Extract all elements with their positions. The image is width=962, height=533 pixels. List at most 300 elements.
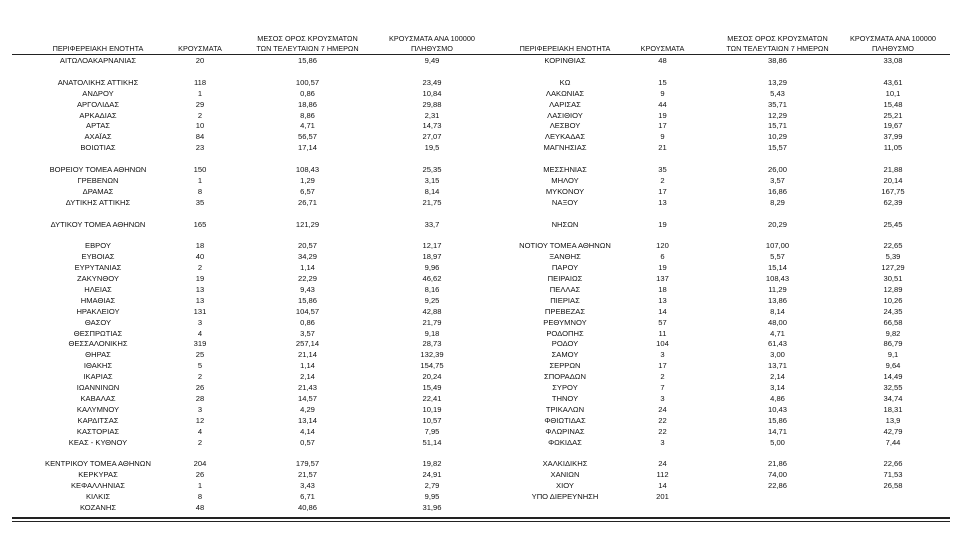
table-cell-left-cases: 8 bbox=[197, 186, 203, 196]
table-cell-right-avg7: 4,71 bbox=[770, 328, 785, 338]
table-cell-right-region: ΝΑΞΟΥ bbox=[551, 197, 579, 207]
table-cell-left-region: ΚΕΡΚΥΡΑΣ bbox=[78, 470, 118, 480]
table-cell-left-region: ΒΟΡΕΙΟΥ ΤΟΜΕΑ ΑΘΗΝΩΝ bbox=[49, 165, 147, 174]
table-cell-left-per100k: 10,57 bbox=[422, 415, 442, 425]
table-cell-right-region: ΛΑΣΙΘΙΟΥ bbox=[547, 110, 583, 120]
table-cell-left-per100k: 12,17 bbox=[422, 241, 442, 251]
table-cell-right-avg7: 16,86 bbox=[767, 186, 787, 196]
table-cell-right-avg7: 15,57 bbox=[767, 143, 787, 153]
table-cell-right-avg7: 61,43 bbox=[767, 339, 787, 349]
header-region-right: ΠΕΡΙΦΕΡΕΙΑΚΗ ΕΝΟΤΗΤΑ bbox=[519, 44, 611, 53]
table-cell-right-cases: 13 bbox=[658, 197, 667, 207]
table-cell-right-cases: 15 bbox=[658, 77, 667, 87]
table-cell-right-region: ΠΕΙΡΑΙΩΣ bbox=[547, 274, 583, 283]
table-cell-left-region: ΑΡΓΟΛΙΔΑΣ bbox=[76, 99, 120, 109]
table-cell-left-per100k: 19,82 bbox=[422, 459, 442, 469]
table-cell-right-cases: 3 bbox=[660, 437, 665, 447]
table-cell-left-avg7: 14,57 bbox=[297, 393, 317, 403]
table-cell-left-avg7: 0,86 bbox=[300, 88, 315, 98]
table-cell-left-region: ΗΛΕΙΑΣ bbox=[84, 284, 112, 294]
table-cell-left-avg7: 21,14 bbox=[297, 350, 317, 360]
table-cell-left-per100k: 2,31 bbox=[424, 110, 440, 120]
table-cell-left-per100k: 23,49 bbox=[422, 77, 442, 87]
table-cell-left-cases: 28 bbox=[195, 393, 205, 403]
table-cell-left-avg7: 0,86 bbox=[300, 317, 315, 327]
table-cell-right-cases: 7 bbox=[660, 383, 665, 392]
table-cell-right-avg7: 8,14 bbox=[770, 306, 785, 316]
table-cell-left-region: ΙΘΑΚΗΣ bbox=[83, 361, 113, 371]
table-cell-right-per100k: 13,9 bbox=[885, 415, 901, 425]
table-cell-right-per100k: 5,39 bbox=[885, 252, 901, 262]
table-cell-left-region: ΚΑΒΑΛΑΣ bbox=[80, 393, 116, 403]
table-cell-left-cases: 35 bbox=[195, 197, 205, 207]
table-cell-left-per100k: 24,91 bbox=[422, 470, 442, 480]
table-cell-left-region: ΘΑΣΟΥ bbox=[84, 317, 112, 327]
table-cell-right-region: ΤΡΙΚΑΛΩΝ bbox=[545, 404, 585, 414]
table-cell-left-region: ΘΕΣΣΑΛΟΝΙΚΗΣ bbox=[68, 339, 128, 349]
bottom-rule-thin bbox=[12, 521, 950, 522]
table-cell-right-region: ΝΗΣΩΝ bbox=[551, 219, 579, 229]
table-cell-left-cases: 4 bbox=[197, 328, 203, 338]
table-cell-right-per100k: 21,88 bbox=[883, 165, 903, 174]
table-cell-right-cases: 44 bbox=[658, 99, 667, 109]
table-cell-right-avg7: 48,00 bbox=[767, 317, 787, 327]
table-cell-left-per100k: 18,97 bbox=[422, 252, 442, 262]
table-cell-right-cases: 18 bbox=[658, 284, 667, 294]
table-cell-right-avg7: 14,71 bbox=[767, 426, 787, 436]
table-cell-right-region: ΥΠΟ ΔΙΕΡΕΥΝΗΣΗ bbox=[531, 492, 599, 501]
table-cell-left-cases: 26 bbox=[195, 383, 205, 392]
table-cell-left-cases: 2 bbox=[197, 263, 203, 273]
table-cell-left-per100k: 154,75 bbox=[420, 361, 444, 371]
table-cell-right-avg7: 13,86 bbox=[767, 295, 787, 305]
bottom-rule bbox=[12, 517, 950, 519]
table-cell-left-avg7: 20,57 bbox=[297, 241, 317, 251]
table-cell-left-region: ΑΡΤΑΣ bbox=[86, 121, 110, 131]
table-cell-right-cases: 201 bbox=[656, 492, 669, 501]
table-cell-right-per100k: 33,08 bbox=[883, 56, 903, 65]
table-cell-right-per100k: 20,14 bbox=[883, 175, 903, 185]
table-cell-right-avg7: 12,29 bbox=[767, 110, 787, 120]
table-cell-left-cases: 20 bbox=[195, 56, 205, 65]
table-cell-left-per100k: 9,25 bbox=[424, 295, 440, 305]
table-cell-right-avg7: 5,43 bbox=[770, 88, 785, 98]
table-cell-right-region: ΜΥΚΟΝΟΥ bbox=[545, 186, 585, 196]
table-cell-left-per100k: 9,18 bbox=[424, 328, 440, 338]
table-cell-left-avg7: 8,86 bbox=[300, 110, 315, 120]
table-cell-left-region: ΑΝΑΤΟΛΙΚΗΣ ΑΤΤΙΚΗΣ bbox=[57, 77, 139, 87]
table-cell-left-avg7: 4,14 bbox=[300, 426, 315, 436]
table-cell-left-cases: 118 bbox=[193, 77, 207, 87]
table-cell-left-per100k: 25,35 bbox=[422, 165, 442, 174]
table-cell-left-per100k: 51,14 bbox=[422, 437, 442, 447]
table-cell-left-avg7: 4,29 bbox=[300, 404, 315, 414]
table-cell-left-cases: 319 bbox=[193, 339, 207, 349]
table-cell-left-region: ΚΑΣΤΟΡΙΑΣ bbox=[76, 426, 120, 436]
table-cell-right-region: ΧΙΟΥ bbox=[556, 481, 574, 491]
table-cell-left-avg7: 18,86 bbox=[297, 99, 317, 109]
table-cell-right-per100k: 66,58 bbox=[883, 317, 903, 327]
table-cell-right-avg7: 15,71 bbox=[767, 121, 787, 131]
table-cell-right-region: ΡΟΔΟΥ bbox=[551, 339, 579, 349]
table-cell-right-cases: 9 bbox=[660, 132, 665, 142]
table-cell-right-region: ΡΟΔΟΠΗΣ bbox=[546, 328, 584, 338]
table-cell-left-region: ΑΧΑΪΑΣ bbox=[84, 132, 112, 142]
table-cell-left-per100k: 9,96 bbox=[424, 263, 440, 273]
table-cell-right-avg7: 8,29 bbox=[770, 197, 785, 207]
table-cell-right-region: ΛΑΚΩΝΙΑΣ bbox=[545, 88, 585, 98]
table-cell-right-region: ΦΩΚΙΔΑΣ bbox=[548, 437, 582, 447]
table-cell-right-per100k: 12,89 bbox=[883, 284, 903, 294]
table-cell-right-cases: 2 bbox=[660, 372, 665, 382]
table-cell-left-avg7: 4,71 bbox=[300, 121, 315, 131]
table-cell-left-cases: 84 bbox=[195, 132, 205, 142]
table-cell-right-avg7: 5,00 bbox=[770, 437, 785, 447]
table-cell-left-avg7: 26,71 bbox=[297, 197, 317, 207]
table-cell-right-region: ΛΕΣΒΟΥ bbox=[549, 121, 581, 131]
table-cell-left-region: ΕΥΡΥΤΑΝΙΑΣ bbox=[74, 263, 122, 273]
table-cell-right-cases: 19 bbox=[658, 219, 667, 229]
table-cell-left-per100k: 29,88 bbox=[422, 99, 442, 109]
table-cell-left-cases: 2 bbox=[197, 372, 203, 382]
table-cell-right-per100k: 71,53 bbox=[883, 470, 903, 480]
table-cell-left-avg7: 0,57 bbox=[300, 437, 315, 447]
table-cell-left-cases: 19 bbox=[195, 274, 205, 283]
table-cell-right-per100k: 37,99 bbox=[883, 132, 903, 142]
table-cell-left-region: ΚΟΖΑΝΗΣ bbox=[79, 502, 117, 512]
header-per100k-right-line1: ΚΡΟΥΣΜΑΤΑ ΑΝΑ 100000 bbox=[850, 34, 936, 43]
table-cell-right-region: ΧΑΛΚΙΔΙΚΗΣ bbox=[542, 459, 588, 469]
table-cell-right-cases: 14 bbox=[658, 306, 667, 316]
table-cell-left-cases: 1 bbox=[197, 481, 203, 491]
table-cell-right-region: ΛΑΡΙΣΑΣ bbox=[549, 99, 581, 109]
table-cell-right-per100k: 25,21 bbox=[883, 110, 903, 120]
table-cell-right-cases: 24 bbox=[658, 404, 667, 414]
table-cell-left-per100k: 21,75 bbox=[422, 197, 442, 207]
table-cell-right-cases: 17 bbox=[658, 361, 667, 371]
table-cell-right-avg7: 22,86 bbox=[767, 481, 787, 491]
table-cell-left-cases: 1 bbox=[197, 88, 203, 98]
table-cell-left-avg7: 257,14 bbox=[295, 339, 320, 349]
table-cell-right-avg7: 26,00 bbox=[767, 165, 787, 174]
table-cell-left-avg7: 1,29 bbox=[300, 175, 315, 185]
table-cell-left-region: ΚΕΝΤΡΙΚΟΥ ΤΟΜΕΑ ΑΘΗΝΩΝ bbox=[45, 459, 151, 469]
table-cell-right-cases: 14 bbox=[658, 481, 667, 491]
table-cell-left-cases: 25 bbox=[195, 350, 205, 360]
table-cell-right-avg7: 107,00 bbox=[765, 241, 790, 251]
table-cell-right-cases: 13 bbox=[658, 295, 667, 305]
table-cell-right-per100k: 10,26 bbox=[883, 295, 903, 305]
table-cell-left-cases: 40 bbox=[195, 252, 205, 262]
table-cell-left-cases: 26 bbox=[195, 470, 205, 480]
table-cell-right-region: ΣΑΜΟΥ bbox=[551, 350, 579, 360]
table-cell-left-per100k: 28,73 bbox=[422, 339, 442, 349]
table-cell-left-cases: 5 bbox=[197, 361, 203, 371]
table-cell-left-cases: 1 bbox=[197, 175, 203, 185]
table-cell-left-per100k: 19,5 bbox=[424, 143, 440, 153]
table-cell-right-per100k: 19,67 bbox=[883, 121, 903, 131]
table-cell-right-cases: 3 bbox=[660, 393, 665, 403]
table-cell-left-avg7: 34,29 bbox=[297, 252, 317, 262]
table-cell-right-per100k: 26,58 bbox=[883, 481, 903, 491]
table-cell-left-region: ΗΡΑΚΛΕΙΟΥ bbox=[76, 306, 120, 316]
table-cell-left-region: ΙΚΑΡΙΑΣ bbox=[83, 372, 113, 382]
table-cell-left-per100k: 46,62 bbox=[422, 274, 442, 283]
table-cell-left-avg7: 3,57 bbox=[300, 328, 315, 338]
table-cell-right-cases: 19 bbox=[658, 110, 667, 120]
table-cell-right-avg7: 2,14 bbox=[770, 372, 785, 382]
table-cell-right-per100k: 167,75 bbox=[881, 186, 905, 196]
table-cell-right-per100k: 127,29 bbox=[881, 263, 905, 273]
table-cell-left-cases: 23 bbox=[195, 143, 205, 153]
table-cell-right-region: ΜΗΛΟΥ bbox=[551, 175, 579, 185]
header-avg7-right-line1: ΜΕΣΟΣ ΟΡΟΣ ΚΡΟΥΣΜΑΤΩΝ bbox=[727, 34, 828, 43]
table-cell-left-cases: 3 bbox=[197, 317, 203, 327]
table-cell-right-region: ΞΑΝΘΗΣ bbox=[549, 252, 581, 262]
header-avg7-left-line2: ΤΩΝ ΤΕΛΕΥΤΑΙΩΝ 7 ΗΜΕΡΩΝ bbox=[256, 44, 359, 53]
table-cell-left-region: ΙΩΑΝΝΙΝΩΝ bbox=[76, 383, 120, 392]
table-cell-left-per100k: 10,19 bbox=[422, 404, 442, 414]
table-cell-left-per100k: 22,41 bbox=[422, 393, 442, 403]
table-cell-right-avg7: 20,29 bbox=[767, 219, 787, 229]
table-cell-right-avg7: 3,14 bbox=[770, 383, 785, 392]
table-cell-left-per100k: 3,15 bbox=[424, 175, 440, 185]
table-cell-left-per100k: 20,24 bbox=[422, 372, 442, 382]
table-cell-right-cases: 35 bbox=[658, 165, 667, 174]
table-cell-right-avg7: 11,29 bbox=[768, 284, 787, 294]
table-cell-left-per100k: 21,79 bbox=[422, 317, 442, 327]
table-cell-left-avg7: 40,86 bbox=[297, 502, 317, 512]
header-cases-right: ΚΡΟΥΣΜΑΤΑ bbox=[640, 44, 685, 53]
table-cell-left-avg7: 22,29 bbox=[297, 274, 317, 283]
table-cell-right-per100k: 9,64 bbox=[885, 361, 901, 371]
table-cell-right-avg7: 13,71 bbox=[767, 361, 787, 371]
table-cell-left-cases: 2 bbox=[197, 110, 203, 120]
table-cell-right-per100k: 30,51 bbox=[883, 274, 903, 283]
table-cell-right-cases: 22 bbox=[658, 426, 667, 436]
table-cell-left-region: ΘΕΣΠΡΩΤΙΑΣ bbox=[73, 328, 123, 338]
header-avg7-right-line2: ΤΩΝ ΤΕΛΕΥΤΑΙΩΝ 7 ΗΜΕΡΩΝ bbox=[726, 44, 829, 53]
table-cell-right-region: ΝΟΤΙΟΥ ΤΟΜΕΑ ΑΘΗΝΩΝ bbox=[519, 241, 611, 251]
table-cell-right-region: ΠΡΕΒΕΖΑΣ bbox=[544, 306, 586, 316]
table-cell-left-avg7: 1,14 bbox=[300, 263, 315, 273]
table-cell-right-per100k: 43,61 bbox=[883, 77, 903, 87]
table-cell-right-cases: 137 bbox=[656, 274, 669, 283]
table-cell-right-cases: 57 bbox=[658, 317, 667, 327]
table-cell-left-per100k: 7,95 bbox=[424, 426, 440, 436]
table-cell-left-per100k: 9,49 bbox=[424, 56, 440, 65]
table-cell-right-region: ΠΙΕΡΙΑΣ bbox=[550, 295, 580, 305]
table-cell-left-avg7: 108,43 bbox=[295, 165, 320, 174]
table-cell-left-per100k: 10,84 bbox=[422, 88, 442, 98]
table-cell-left-cases: 3 bbox=[197, 404, 203, 414]
table-cell-right-region: ΚΩ bbox=[559, 77, 571, 87]
table-cell-left-region: ΕΥΒΟΙΑΣ bbox=[81, 252, 115, 262]
table-cell-right-cases: 104 bbox=[656, 339, 669, 349]
table-cell-right-avg7: 13,29 bbox=[767, 77, 787, 87]
table-cell-right-region: ΦΘΙΩΤΙΔΑΣ bbox=[544, 415, 586, 425]
table-cell-left-per100k: 132,39 bbox=[420, 350, 444, 360]
table-cell-left-cases: 204 bbox=[193, 459, 207, 469]
table-cell-right-cases: 19 bbox=[658, 263, 667, 273]
table-cell-right-per100k: 7,44 bbox=[885, 437, 901, 447]
table-cell-right-cases: 9 bbox=[660, 88, 665, 98]
table-cell-left-avg7: 179,57 bbox=[295, 459, 320, 469]
table-cell-right-region: ΜΑΓΝΗΣΙΑΣ bbox=[543, 143, 587, 153]
table-cell-right-region: ΤΗΝΟΥ bbox=[551, 393, 579, 403]
table-cell-left-region: ΑΝΔΡΟΥ bbox=[82, 88, 114, 98]
table-cell-left-region: ΚΑΡΔΙΤΣΑΣ bbox=[77, 415, 119, 425]
table-cell-left-per100k: 8,14 bbox=[424, 186, 440, 196]
table-cell-left-region: ΔΡΑΜΑΣ bbox=[82, 186, 114, 196]
table-cell-left-region: ΔΥΤΙΚΟΥ ΤΟΜΕΑ ΑΘΗΝΩΝ bbox=[50, 219, 146, 229]
table-cell-left-avg7: 3,43 bbox=[300, 481, 315, 491]
table-cell-left-avg7: 6,71 bbox=[300, 492, 315, 501]
table-cell-left-region: ΚΙΛΚΙΣ bbox=[85, 492, 111, 501]
header-per100k-left-line1: ΚΡΟΥΣΜΑΤΑ ΑΝΑ 100000 bbox=[389, 34, 475, 43]
table-cell-right-cases: 22 bbox=[658, 415, 667, 425]
header-rule bbox=[12, 54, 950, 55]
table-cell-right-avg7: 10,29 bbox=[767, 132, 787, 142]
table-cell-right-region: ΜΕΣΣΗΝΙΑΣ bbox=[543, 165, 587, 174]
table-cell-right-avg7: 5,57 bbox=[770, 252, 785, 262]
table-cell-left-avg7: 13,14 bbox=[297, 415, 317, 425]
table-cell-right-per100k: 9,1 bbox=[887, 350, 899, 360]
table-cell-right-cases: 17 bbox=[658, 186, 667, 196]
table-cell-right-region: ΣΥΡΟΥ bbox=[552, 383, 578, 392]
table-cell-left-cases: 13 bbox=[195, 295, 205, 305]
table-cell-left-region: ΖΑΚΥΝΘΟΥ bbox=[77, 274, 119, 283]
table-cell-right-per100k: 14,49 bbox=[883, 372, 903, 382]
table-cell-left-per100k: 14,73 bbox=[422, 121, 442, 131]
table-cell-right-region: ΠΕΛΛΑΣ bbox=[549, 284, 581, 294]
table-cell-right-avg7: 35,71 bbox=[767, 99, 787, 109]
table-cell-right-cases: 6 bbox=[660, 252, 665, 262]
table-cell-right-cases: 24 bbox=[658, 459, 667, 469]
table-cell-right-region: ΣΕΡΡΩΝ bbox=[549, 361, 581, 371]
table-cell-left-region: ΒΟΙΩΤΙΑΣ bbox=[80, 143, 116, 153]
table-cell-left-avg7: 100,57 bbox=[295, 77, 320, 87]
header-per100k-right-line2: ΠΛΗΘΥΣΜΟ bbox=[872, 44, 914, 53]
table-cell-left-cases: 8 bbox=[197, 492, 203, 501]
table-cell-right-per100k: 22,65 bbox=[883, 241, 903, 251]
table-cell-left-cases: 18 bbox=[195, 241, 205, 251]
table-cell-left-cases: 29 bbox=[195, 99, 205, 109]
table-cell-right-region: ΡΕΘΥΜΝΟΥ bbox=[543, 317, 587, 327]
table-cell-right-avg7: 15,14 bbox=[767, 263, 787, 273]
table-cell-right-avg7: 3,57 bbox=[770, 175, 785, 185]
table-cell-left-per100k: 9,95 bbox=[424, 492, 440, 501]
table-cell-left-cases: 150 bbox=[193, 165, 207, 174]
header-cases-left: ΚΡΟΥΣΜΑΤΑ bbox=[178, 44, 222, 53]
table-cell-left-avg7: 21,43 bbox=[297, 383, 317, 392]
table-cell-right-region: ΠΑΡΟΥ bbox=[551, 263, 579, 273]
table-cell-left-region: ΘΗΡΑΣ bbox=[85, 350, 111, 360]
table-cell-left-avg7: 2,14 bbox=[300, 372, 315, 382]
table-cell-right-per100k: 10,1 bbox=[885, 88, 901, 98]
header-per100k-left-line2: ΠΛΗΘΥΣΜΟ bbox=[411, 44, 453, 53]
table-cell-right-region: ΚΟΡΙΝΘΙΑΣ bbox=[544, 56, 586, 65]
table-cell-right-per100k: 11,05 bbox=[883, 143, 903, 153]
table-cell-left-cases: 131 bbox=[193, 306, 207, 316]
table-cell-left-per100k: 15,49 bbox=[422, 383, 442, 392]
table-cell-left-per100k: 27,07 bbox=[422, 132, 442, 142]
table-cell-right-avg7: 10,43 bbox=[767, 404, 787, 414]
table-cell-right-cases: 112 bbox=[656, 470, 669, 480]
table-cell-right-per100k: 9,82 bbox=[885, 328, 901, 338]
table-cell-right-avg7: 4,86 bbox=[770, 393, 785, 403]
table-cell-left-region: ΔΥΤΙΚΗΣ ΑΤΤΙΚΗΣ bbox=[65, 197, 131, 207]
table-cell-right-per100k: 24,35 bbox=[883, 306, 903, 316]
table-cell-left-per100k: 8,16 bbox=[424, 284, 440, 294]
table-cell-right-avg7: 3,00 bbox=[770, 350, 785, 360]
table-cell-right-cases: 3 bbox=[660, 350, 665, 360]
table-cell-left-per100k: 31,96 bbox=[422, 502, 442, 512]
table-cell-left-avg7: 56,57 bbox=[297, 132, 317, 142]
table-cell-left-cases: 4 bbox=[197, 426, 203, 436]
table-cell-right-per100k: 32,55 bbox=[883, 383, 903, 392]
table-cell-left-avg7: 17,14 bbox=[297, 143, 317, 153]
table-cell-right-cases: 11 bbox=[658, 328, 667, 338]
table-cell-right-avg7: 108,43 bbox=[765, 274, 790, 283]
table-cell-left-per100k: 42,88 bbox=[422, 306, 442, 316]
table-cell-left-avg7: 9,43 bbox=[300, 284, 315, 294]
table-cell-left-region: ΑΡΚΑΔΙΑΣ bbox=[79, 110, 117, 120]
table-cell-left-avg7: 15,86 bbox=[297, 295, 317, 305]
table-cell-left-region: ΚΕΑΣ - ΚΥΘΝΟΥ bbox=[68, 437, 128, 447]
table-cell-right-avg7: 15,86 bbox=[767, 415, 787, 425]
table-cell-right-per100k: 25,45 bbox=[883, 219, 903, 229]
table-cell-left-per100k: 33,7 bbox=[424, 219, 440, 229]
table-cell-right-cases: 120 bbox=[656, 241, 669, 251]
header-avg7-left-line1: ΜΕΣΟΣ ΟΡΟΣ ΚΡΟΥΣΜΑΤΩΝ bbox=[257, 34, 358, 43]
table-cell-left-region: ΕΒΡΟΥ bbox=[85, 241, 111, 251]
table-cell-left-cases: 165 bbox=[193, 219, 207, 229]
table-cell-right-cases: 21 bbox=[658, 143, 667, 153]
table-cell-left-region: ΑΙΤΩΛΟΑΚΑΡΝΑΝΙΑΣ bbox=[59, 56, 137, 65]
table-cell-right-region: ΦΛΩΡΙΝΑΣ bbox=[545, 426, 585, 436]
table-cell-right-per100k: 34,74 bbox=[883, 393, 903, 403]
table-cell-left-region: ΗΜΑΘΙΑΣ bbox=[80, 295, 116, 305]
table-cell-left-cases: 48 bbox=[195, 502, 205, 512]
table-cell-left-region: ΚΕΦΑΛΛΗΝΙΑΣ bbox=[70, 481, 126, 491]
table-cell-right-cases: 48 bbox=[658, 56, 667, 65]
table-cell-right-per100k: 62,39 bbox=[883, 197, 903, 207]
table-cell-right-per100k: 86,79 bbox=[883, 339, 903, 349]
table-cell-left-avg7: 104,57 bbox=[295, 306, 320, 316]
table-cell-right-per100k: 18,31 bbox=[883, 404, 903, 414]
table-cell-left-avg7: 121,29 bbox=[295, 219, 320, 229]
table-cell-left-cases: 12 bbox=[195, 415, 205, 425]
table-cell-left-avg7: 6,57 bbox=[300, 186, 315, 196]
table-cell-right-per100k: 15,48 bbox=[883, 99, 903, 109]
table-cell-left-avg7: 21,57 bbox=[297, 470, 317, 480]
table-cell-right-avg7: 38,86 bbox=[767, 56, 787, 65]
table-cell-right-region: ΧΑΝΙΩΝ bbox=[550, 470, 580, 480]
header-region-left: ΠΕΡΙΦΕΡΕΙΑΚΗ ΕΝΟΤΗΤΑ bbox=[52, 44, 144, 53]
table-cell-right-cases: 17 bbox=[658, 121, 667, 131]
table-cell-right-region: ΣΠΟΡΑΔΩΝ bbox=[544, 372, 586, 382]
table-cell-left-avg7: 1,14 bbox=[300, 361, 315, 371]
table-cell-right-avg7: 74,00 bbox=[767, 470, 787, 480]
table-cell-right-avg7: 21,86 bbox=[767, 459, 787, 469]
table-cell-left-avg7: 15,86 bbox=[297, 56, 317, 65]
table-cell-right-region: ΛΕΥΚΑΔΑΣ bbox=[544, 132, 586, 142]
table-cell-right-cases: 2 bbox=[660, 175, 665, 185]
table-cell-left-cases: 13 bbox=[195, 284, 205, 294]
table-cell-left-cases: 2 bbox=[197, 437, 203, 447]
table-cell-right-per100k: 22,66 bbox=[883, 459, 903, 469]
